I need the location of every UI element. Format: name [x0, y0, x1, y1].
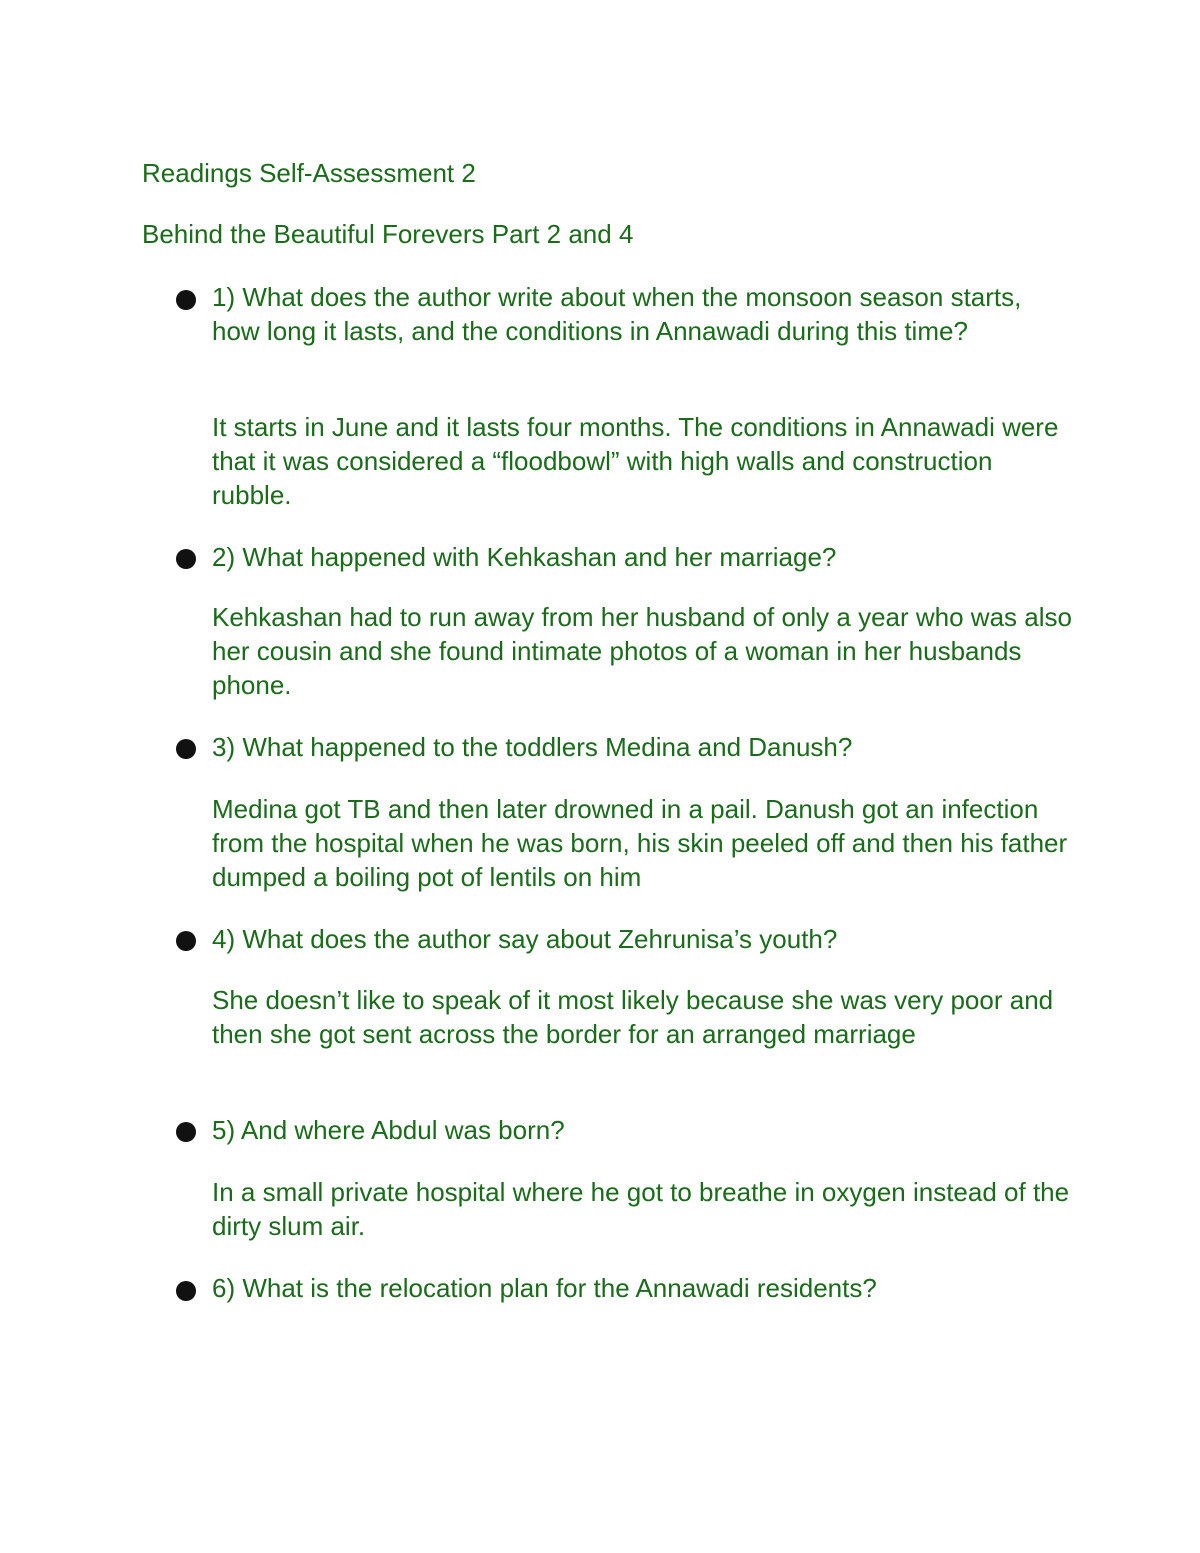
- document-title: Readings Self-Assessment 2: [142, 158, 476, 188]
- bullet-icon: [176, 1281, 196, 1301]
- bullet-icon: [176, 549, 196, 569]
- bullet-icon: [176, 739, 196, 759]
- answer-1: It starts in June and it lasts four months. The conditions in Annawadi were that it was considered a “floodbowl” with high walls and construction rubble.: [212, 412, 1059, 510]
- bullet-icon: [176, 290, 196, 310]
- question-2: 2) What happened with Kehkashan and her marriage?: [212, 542, 837, 572]
- question-5: 5) And where Abdul was born?: [212, 1115, 565, 1145]
- answer-2: Kehkashan had to run away from her husband of only a year who was also her cousin and she found intimate photos of a woman in her husbands phone.: [212, 602, 1072, 700]
- question-3: 3) What happened to the toddlers Medina and Danush?: [212, 732, 853, 762]
- question-1: 1) What does the author write about when the monsoon season starts, how long it lasts, and the conditions in Annawadi during this time?: [212, 282, 1022, 346]
- answer-5: In a small private hospital where he got to breathe in oxygen instead of the dirty slum air.: [212, 1177, 1070, 1241]
- bullet-icon: [176, 931, 196, 951]
- answer-3: Medina got TB and then later drowned in a pail. Danush got an infection from the hospital when he was born, his skin peeled off and then his father dumped a boiling pot of lentils on him: [212, 794, 1068, 892]
- answer-4: She doesn’t like to speak of it most likely because she was very poor and then she got sent across the border for an arranged marriage: [212, 985, 1054, 1049]
- bullet-icon: [176, 1122, 196, 1142]
- question-4: 4) What does the author say about Zehrunisa’s youth?: [212, 924, 838, 954]
- question-6: 6) What is the relocation plan for the Annawadi residents?: [212, 1273, 877, 1303]
- document-subtitle: Behind the Beautiful Forevers Part 2 and 4: [142, 219, 634, 249]
